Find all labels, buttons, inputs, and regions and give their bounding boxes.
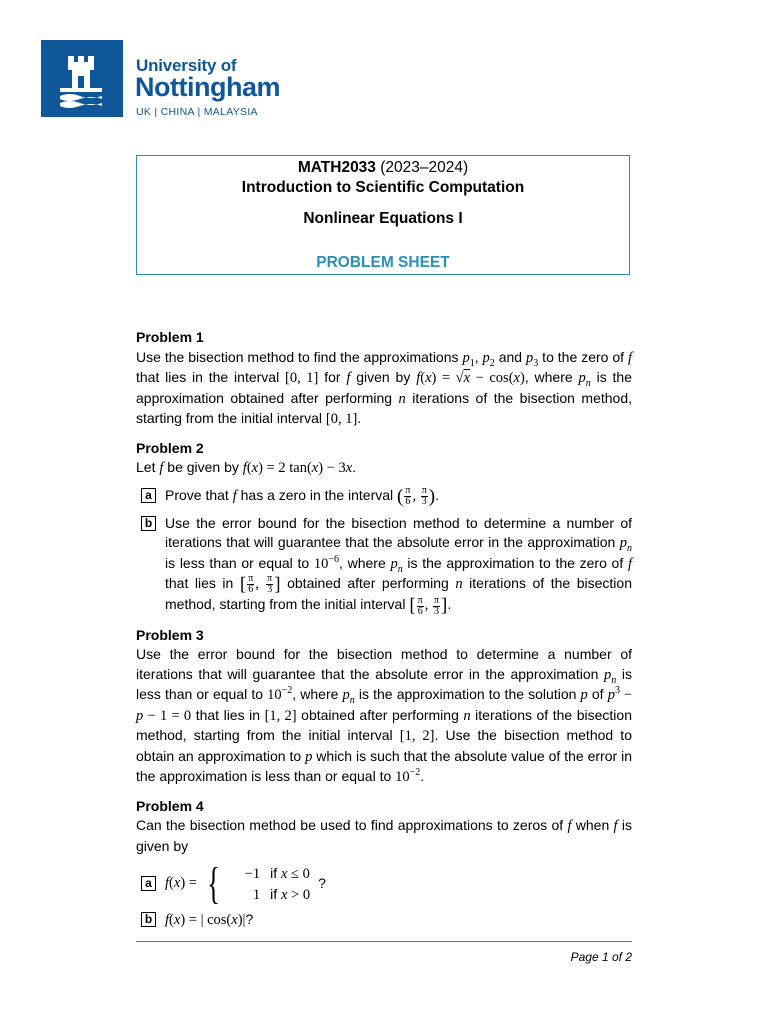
problem-2b: b Use the error bound for the bisection method to determine a number of iterations that will guarantee that the absolute error in the approximation $p_n$ is less than or equal to $10^{-6}$, where $p_n$ is the approximation to the zero of f that lies in [ $\frac{\pi}{6}$ , $\frac{\pi}{3}$ ] obtained after performing n iterations of the bisection method, starting from the initial interval [ $\frac{\pi}{6}$ , $\frac{\pi}{3}$ ]. — [136, 514, 632, 617]
logo-text-nottingham: Nottingham — [135, 72, 280, 102]
problem-3-text: Use the error bound for the bisection method to determine a number of iterations that will guarantee that the absolute error in the approximation $p_n$ is less than or equal to $10^{-2}$, where $p_n$ is the approximation to the solution p of $p^3 - p - 1 = 0$ that lies in [1, 2] obtained after performing n iterations of the bisection method, starting from the initial interval [1, 2]. Use the bisection method to obtain an approximation to p which is such that the absolute value of the error in the approximation is less than or equal to $10^{-2}$. — [136, 646, 633, 786]
problem-3-heading: Problem 3 — [136, 626, 204, 643]
university-logo — [41, 40, 123, 117]
sheet-topic: Nonlinear Equations I — [303, 210, 463, 227]
problem-1-text: Use the bisection method to find the approximations $p_1$, $p_2$ and $p_3$ to the zero of f that lies in the interval [0, 1] for f given by f(x) = √x − cos(x), where $p_n$ is the approximation obtained after performing n iterations of the bisection method, starting from the initial interval [0, 1]. — [136, 348, 633, 427]
page-number: Page 1 of 2 — [570, 950, 632, 964]
problem-4a: a f(x) = { −1 if x ≤ 0 1 if x > 0 ? — [136, 862, 632, 906]
part-label-a: a — [141, 876, 156, 891]
problem-2a: a Prove that f has a zero in the interval ( $\frac{\pi}{6}$ , $\frac{\pi}{3}$ ). — [136, 486, 632, 507]
course-line — [137, 159, 629, 177]
part-label-b: b — [141, 516, 156, 531]
title-box — [136, 155, 630, 275]
course-year: (2023–2024) — [380, 159, 469, 176]
sheet-type: PROBLEM SHEET — [316, 254, 450, 271]
course-title: Introduction to Scientific Computation — [241, 179, 525, 196]
problem-4-heading: Problem 4 — [136, 797, 204, 814]
part-label-a: a — [141, 488, 156, 503]
problem-list — [136, 328, 632, 931]
problem-2-text: Let f be given by f(x) = 2 tan(x) − 3x. — [136, 459, 357, 476]
logo-text-university: University of — [136, 56, 237, 75]
part-label-b: b — [141, 912, 156, 927]
problem-1-heading: Problem 1 — [136, 329, 204, 345]
footer-divider — [136, 941, 632, 942]
castle-crest-icon — [52, 48, 112, 110]
problem-4b: b f(x) = | cos(x)|? — [136, 910, 632, 931]
logo-text-campuses: UK | CHINA | MALAYSIA — [136, 106, 258, 118]
problem-2-heading: Problem 2 — [136, 439, 204, 456]
course-code: MATH2033 — [297, 159, 376, 176]
problem-4-text: Can the bisection method be used to find approximations to zeros of f when f is given by — [136, 817, 632, 854]
